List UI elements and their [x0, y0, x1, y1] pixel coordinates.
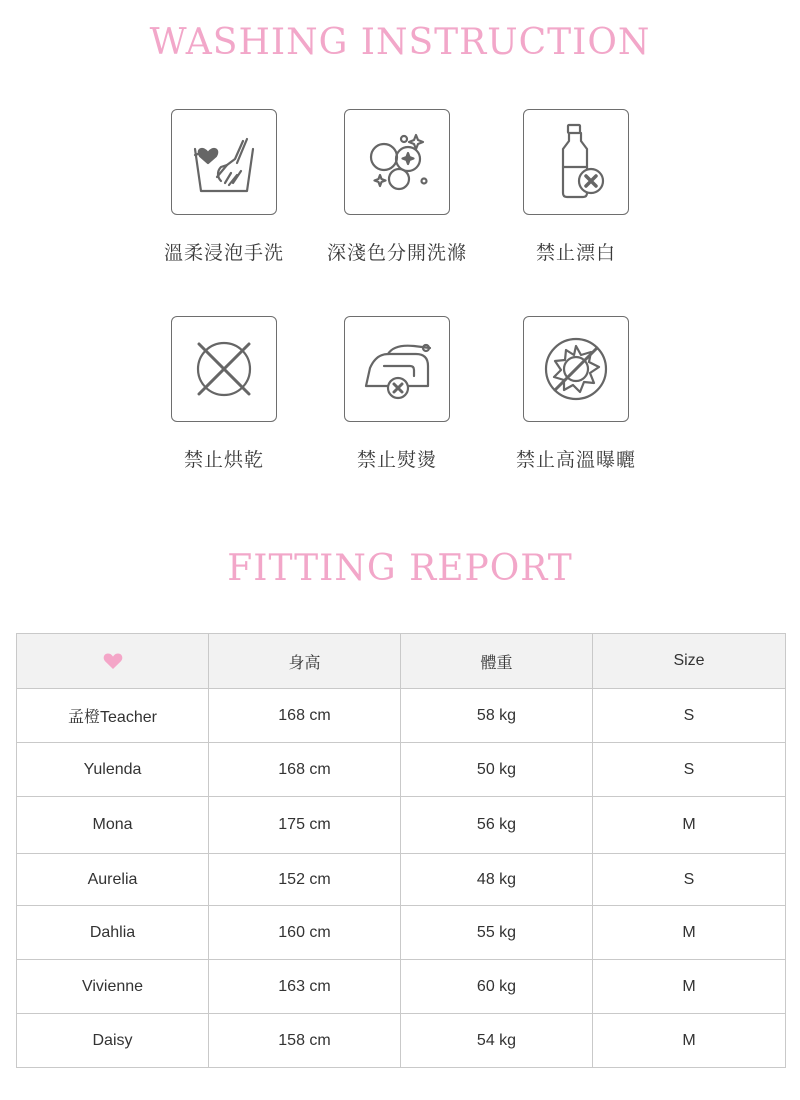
table-row	[17, 1014, 786, 1068]
size-cell: M	[593, 960, 786, 1014]
table-row	[17, 797, 786, 854]
weight-cell: 54 kg	[401, 1014, 593, 1068]
header-size: Size	[593, 634, 786, 689]
separate-colors-label: 深淺色分開洗滌	[326, 242, 467, 264]
height-cell: 152 cm	[209, 854, 401, 906]
height-cell: 158 cm	[209, 1014, 401, 1068]
no-bleach-label: 禁止漂白	[535, 242, 616, 264]
size-cell: S	[593, 689, 786, 743]
table-row	[17, 906, 786, 960]
table-row	[17, 689, 786, 743]
table-row	[17, 960, 786, 1014]
hand-wash-icon	[171, 109, 277, 215]
name-cell: Vivienne	[17, 960, 209, 1014]
no-tumble-dry-label: 禁止烘乾	[183, 449, 264, 471]
height-cell: 160 cm	[209, 906, 401, 960]
name-cell: Yulenda	[17, 743, 209, 797]
heart-icon	[103, 652, 123, 670]
table-row	[17, 854, 786, 906]
weight-cell: 60 kg	[401, 960, 593, 1014]
no-iron-label: 禁止熨燙	[356, 449, 437, 471]
header-weight: 體重	[401, 634, 593, 689]
weight-cell: 58 kg	[401, 689, 593, 743]
name-cell: Daisy	[17, 1014, 209, 1068]
washing-title: WASHING INSTRUCTION	[149, 22, 651, 63]
weight-cell: 55 kg	[401, 906, 593, 960]
no-tumble-dry-icon	[171, 316, 277, 422]
height-cell: 163 cm	[209, 960, 401, 1014]
header-heart-cell	[17, 634, 209, 689]
size-cell: S	[593, 743, 786, 797]
size-cell: M	[593, 906, 786, 960]
weight-cell: 50 kg	[401, 743, 593, 797]
size-cell: M	[593, 797, 786, 854]
height-cell: 168 cm	[209, 689, 401, 743]
name-cell: Dahlia	[17, 906, 209, 960]
table-header-row	[17, 634, 786, 689]
fitting-table	[16, 633, 786, 1068]
name-cell: Aurelia	[17, 854, 209, 906]
name-cell: 孟橙Teacher	[17, 689, 209, 743]
separate-colors-icon	[344, 109, 450, 215]
no-sun-dry-icon	[523, 316, 629, 422]
no-bleach-icon	[523, 109, 629, 215]
size-cell: S	[593, 854, 786, 906]
height-cell: 168 cm	[209, 743, 401, 797]
table-row	[17, 743, 786, 797]
weight-cell: 48 kg	[401, 854, 593, 906]
height-cell: 175 cm	[209, 797, 401, 854]
fitting-title: FITTING REPORT	[227, 548, 573, 589]
header-height: 身高	[209, 634, 401, 689]
size-cell: M	[593, 1014, 786, 1068]
no-sun-dry-label: 禁止高溫曝曬	[515, 449, 636, 471]
name-cell: Mona	[17, 797, 209, 854]
no-iron-icon	[344, 316, 450, 422]
weight-cell: 56 kg	[401, 797, 593, 854]
hand-wash-label: 溫柔浸泡手洗	[163, 242, 284, 264]
